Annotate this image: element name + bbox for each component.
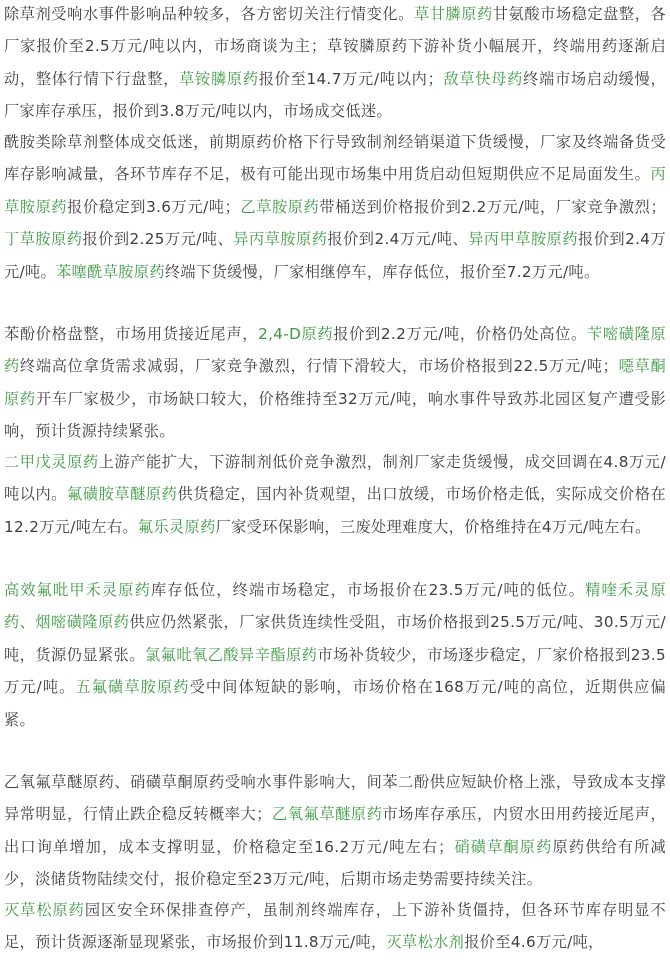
text-segment: 报价至4.6万元/吨， bbox=[464, 933, 604, 952]
text-segment: 报价至14.7万元/吨以内； bbox=[258, 69, 444, 88]
text-segment: 供货稳定，国内补货观望，出口放缓，市场价格走低，实际成交价格在12.2万元/吨左右。 bbox=[4, 485, 666, 536]
highlight-product-name: 苯噻酰草胺原药 bbox=[56, 262, 165, 281]
text-segment: 园区安全环保排查停产，虽制剂终端库存，上下游补货僵持，但各环节库存明显不足，预计货源逐渐显现紧张，市场报价到11.8万元/吨， bbox=[4, 901, 666, 952]
highlight-product-name: 丙草胺原药 bbox=[4, 165, 666, 216]
text-segment: 市场库存承压，内贸水田用药接近尾声，出口询单增加，成本支撑明显，价格稳定至16.2万元/吨左右； bbox=[4, 805, 666, 856]
text-segment: 开车厂家极少，市场缺口较大，价格维持至32万元/吨，响水事件导致苏北园区复产遭受影响，预计货源持续紧张。 bbox=[4, 389, 666, 441]
highlight-product-name: 灭草松水剂 bbox=[386, 933, 465, 952]
text-segment: 终端高位拿货需求减弱，厂家竞争激烈，行情下滑较大，市场价格报到22.5万元/吨； bbox=[19, 357, 619, 376]
text-segment: 上游产能扩大，下游制剂低价竞争激烈，制剂厂家走货缓慢，成交回调在4.8万元/吨以内。 bbox=[4, 453, 666, 504]
highlight-product-name: 精喹禾灵原药、烟嘧磺隆原药 bbox=[4, 581, 666, 632]
text-segment: 报价到2.4万元/吨、 bbox=[327, 230, 469, 249]
highlight-product-name: 2,4-D原药 bbox=[258, 325, 334, 343]
text-segment: 报价到2.25万元/吨、 bbox=[82, 230, 234, 249]
highlight-product-name: 异丙甲草胺原药 bbox=[468, 230, 579, 249]
text-segment: 终端市场启动缓慢，厂家库存承压，报价到3.8万元/吨以内，市场成交低迷。 bbox=[4, 69, 667, 121]
text-segment: 受中间体短缺的影响，市场价格在168万元/吨的高位，近期供应偏紧。 bbox=[4, 678, 667, 729]
paragraph-haloxyfop bbox=[4, 574, 666, 736]
text-segment: 厂家受环保影响，三废处理难度大，价格维持在4万元/吨左右。 bbox=[215, 517, 651, 536]
highlight-product-name: 氟磺胺草醚原药 bbox=[67, 485, 178, 504]
highlight-product-name: 草甘膦原药 bbox=[413, 5, 493, 23]
text-segment: 酰胺类除草剂整体成交低迷，前期原药价格下行导致制剂经销渠道下货缓慢，厂家及终端备货受库存影响减量，各环节库存不足，极有可能出现市场集中用货启动但短期供应不足局面发生。 bbox=[4, 133, 666, 184]
highlight-product-name: 五氟磺草胺原药 bbox=[75, 678, 190, 697]
highlight-product-name: 敌草快母药 bbox=[443, 69, 524, 88]
highlight-product-name: 丁草胺原药 bbox=[4, 230, 83, 249]
text-segment: 甘氨酸市场稳定盘整，各厂家报价至2.5万元/吨以内，市场商谈为主；草铵膦原药下游补货小幅展开，终端用药逐渐启动，整体行情下行盘整， bbox=[4, 5, 667, 88]
text-segment: 苯酚价格盘整，市场用货接近尾声， bbox=[4, 325, 259, 343]
text-segment: 带桶送到价格报价到2.2万元/吨，厂家竞争激烈； bbox=[319, 197, 666, 216]
highlight-product-name: 草铵膦原药 bbox=[179, 69, 259, 88]
text-segment: 库存低位，终端市场稳定，市场报价在23.5万元/吨的低位。 bbox=[150, 581, 586, 599]
text-segment: 报价到2.4万元/吨。 bbox=[4, 230, 666, 281]
highlight-product-name: 二甲戊灵原药 bbox=[4, 453, 99, 471]
paragraph-bentazone bbox=[4, 894, 666, 959]
text-segment: 市场补货较少，市场逐步稳定，厂家价格报到23.5万元/吨。 bbox=[4, 645, 667, 697]
paragraph-amide-herbicides bbox=[4, 126, 666, 288]
text-segment: 除草剂受响水事件影响品种较多，各方密切关注行情变化。 bbox=[4, 5, 414, 23]
highlight-product-name: 乙氧氟草醚原药 bbox=[271, 805, 383, 824]
highlight-product-name: 硝磺草酮原药 bbox=[453, 837, 553, 856]
highlight-product-name: 氯氟吡氧乙酸异辛酯原药 bbox=[145, 645, 318, 664]
paragraph-glyphosate-glufosinate bbox=[4, 0, 666, 128]
text-segment: 报价稳定到3.6万元/吨； bbox=[67, 197, 241, 216]
text-segment: 原药供给有所减少，淡储货物陆续交付，报价稳定至23万元/吨，后期市场走势需要持续关注。 bbox=[4, 837, 666, 889]
highlight-product-name: 灭草松原药 bbox=[4, 901, 85, 919]
highlight-product-name: 苄嘧磺隆原药 bbox=[4, 325, 666, 376]
paragraph-pendimethalin bbox=[4, 446, 666, 543]
text-segment: 报价到2.2万元/吨，价格仍处高位。 bbox=[333, 325, 587, 343]
highlight-product-name: 噁草酮原药 bbox=[4, 357, 666, 408]
text-segment: 终端下货缓慢，厂家相继停车，库存低位，报价至7.2万元/吨。 bbox=[164, 262, 600, 281]
text-segment: 供应仍然紧张，厂家供货连续性受阻，市场价格报到25.5万元/吨、30.5万元/吨，货源仍显紧张。 bbox=[4, 613, 666, 664]
paragraph-phenol-24d bbox=[4, 318, 666, 448]
highlight-product-name: 高效氟吡甲禾灵原药 bbox=[4, 581, 151, 599]
highlight-product-name: 氟乐灵原药 bbox=[137, 517, 216, 536]
paragraph-oxyfluorfen-mesotrione bbox=[4, 766, 666, 896]
highlight-product-name: 乙草胺原药 bbox=[240, 197, 320, 216]
highlight-product-name: 异丙草胺原药 bbox=[233, 230, 328, 249]
text-segment: 乙氧氟草醚原药、硝磺草酮原药受响水事件影响大，间苯二酚供应短缺价格上涨，导致成本支撑异常明显，行情止跌企稳反转概率大； bbox=[4, 773, 666, 824]
